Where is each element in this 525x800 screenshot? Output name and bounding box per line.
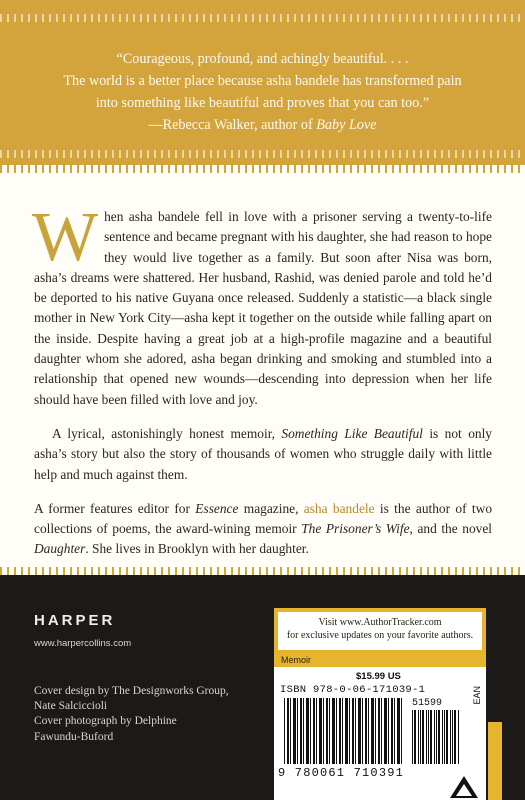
authortracker-sticker <box>274 608 486 654</box>
author-name-link[interactable]: asha bandele <box>303 500 375 516</box>
addon-digits: 51599 <box>412 698 443 709</box>
description-paragraph-1 <box>32 199 492 410</box>
quote-line-1: “Courageous, profound, and achingly beautiful. . . . <box>116 51 409 67</box>
bio-magazine: Essence <box>195 500 239 516</box>
ean-digits: 9 780061 710391 <box>278 766 405 780</box>
decorative-border-top <box>0 14 525 22</box>
isbn-number: ISBN 978-0-06-171039-1 <box>280 684 426 696</box>
barcode-label <box>274 654 486 800</box>
credit-line-1: Cover design by The Designworks Group, <box>34 685 229 697</box>
bio-part-e: . She lives in Brooklyn with her daughter. <box>85 541 309 557</box>
credit-line-3: Cover photograph by Delphine <box>34 715 177 728</box>
description-paragraph-2 <box>34 424 492 485</box>
book-description <box>32 199 493 574</box>
quote-line-3: into something like beautiful and proves that you can too.” <box>95 95 430 111</box>
bio-part-a: A former features editor for <box>34 500 196 516</box>
bio-part-b: magazine, <box>238 500 304 516</box>
cover-credits <box>34 684 264 745</box>
label-edge-strip <box>488 722 502 800</box>
paragraph-2-lead: A lyrical, astonishingly honest memoir, <box>52 425 282 441</box>
paragraph-1-text: hen asha bandele fell in love with a prisoner serving a twenty-to-life sentence and became pregnant with his daughter, she had reason to hope they would live together as a family. But soon after Nisa was born, asha’s dreams were shattered. Her husband, Rashid, was denied parole and told he’d be deported to his native Guyana once released. Suddenly a statistic—a black single mother in New York City—asha kept it together on the outside while falling apart on the inside. Despite having a great job at a high-profile magazine and a beautiful daughter whom she adored, asha began drinking and smoking and stumbled into a relationship that opened new wounds—descending into depression when her life should have been filled with love and joy. <box>34 209 492 407</box>
panel-border-top <box>0 165 525 173</box>
quote-line-2: The world is a better place because asha bandele has transformed pain <box>63 73 462 89</box>
addon-barcode <box>412 710 460 764</box>
attribution-book-title: Baby Love <box>316 117 377 133</box>
decorative-border-bottom <box>0 150 525 158</box>
bio-part-d: , and the novel <box>409 521 492 537</box>
endorsement-quote <box>10 48 515 136</box>
panel-border-bottom <box>0 567 525 575</box>
sticker-line-2: for exclusive updates on your favorite authors. <box>286 630 474 641</box>
publisher-url[interactable]: www.harpercollins.com <box>34 638 132 649</box>
bio-part-c: is the author of two collections of poems, the award-wining memoir <box>34 500 493 537</box>
ean-barcode <box>284 698 402 764</box>
sticker-inner <box>278 612 482 650</box>
hanger-triangle-inner <box>456 784 472 796</box>
sticker-line-1: Visit www.AuthorTracker.com <box>318 617 442 628</box>
paragraph-2-rest: is not only asha’s story but also the story of thousands of women who struggle daily with little help and much against them. <box>34 425 492 482</box>
publisher-logo: HARPER <box>34 612 116 629</box>
author-bio <box>34 499 492 560</box>
price-label: $15.99 US <box>356 671 401 682</box>
bio-book-2: Daughter <box>34 541 86 557</box>
quote-attribution <box>10 114 515 136</box>
dropcap-letter: W <box>32 199 99 276</box>
category-label: Memoir <box>274 654 486 667</box>
credit-line-2: Nate Salciccioli <box>34 700 108 713</box>
book-title-reference: Something Like Beautiful <box>281 425 423 441</box>
quote-band <box>0 0 525 165</box>
attribution-text: —Rebecca Walker, author of <box>148 117 317 133</box>
bio-book-1: The Prisoner’s Wife <box>301 521 410 537</box>
description-panel <box>0 165 525 575</box>
credit-line-4: Fawundu-Buford <box>34 730 114 743</box>
ean-label: EAN <box>472 686 482 705</box>
